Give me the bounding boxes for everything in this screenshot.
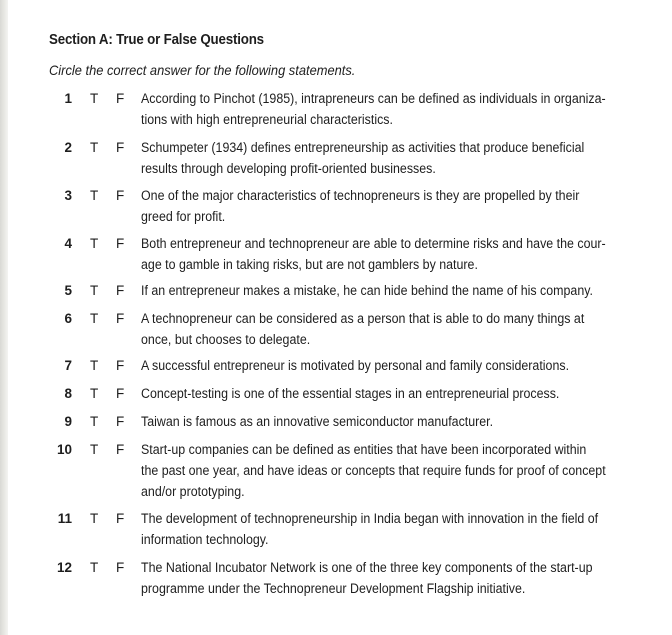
statement-line: programme under the Technopreneur Development Flagship initiative.	[141, 581, 526, 596]
answer-false-option[interactable]: F	[116, 358, 125, 373]
question-statement	[141, 88, 629, 130]
question-number: 10	[56, 442, 72, 457]
answer-true-option[interactable]: T	[90, 442, 99, 457]
question-number: 8	[64, 386, 72, 401]
answer-true-option[interactable]: T	[90, 511, 99, 526]
question-statement	[141, 508, 629, 550]
answer-false-option[interactable]: F	[116, 442, 125, 457]
question-number: 12	[56, 560, 72, 575]
statement-line: and/or prototyping.	[141, 484, 245, 499]
answer-false-option[interactable]: F	[116, 414, 125, 429]
statement-line: If an entrepreneur makes a mistake, he can hide behind the name of his company.	[141, 283, 593, 298]
answer-false-option[interactable]: F	[116, 91, 125, 106]
statement-line: the past one year, and have ideas or concepts that require funds for proof of concept	[141, 463, 606, 478]
statement-line: results through developing profit-oriented businesses.	[141, 161, 436, 176]
answer-true-option[interactable]: T	[90, 414, 99, 429]
question-statement	[141, 233, 629, 275]
answer-false-option[interactable]: F	[116, 140, 125, 155]
question-number: 5	[64, 283, 72, 298]
statement-line: Taiwan is famous as an innovative semiconductor manufacturer.	[141, 414, 494, 429]
question-number: 9	[64, 414, 72, 429]
answer-false-option[interactable]: F	[116, 283, 125, 298]
question-statement	[141, 280, 629, 301]
statement-line: A technopreneur can be considered as a person that is able to do many things at	[141, 311, 585, 326]
answer-false-option[interactable]: F	[116, 560, 125, 575]
question-number: 7	[64, 358, 72, 373]
statement-line: One of the major characteristics of technopreneurs is they are propelled by their	[141, 188, 580, 203]
question-statement	[141, 557, 629, 599]
answer-true-option[interactable]: T	[90, 188, 99, 203]
question-statement	[141, 439, 629, 502]
statement-line: greed for profit.	[141, 209, 226, 224]
statement-line: Concept-testing is one of the essential stages in an entrepreneurial process.	[141, 386, 560, 401]
question-number: 1	[64, 91, 72, 106]
answer-true-option[interactable]: T	[90, 283, 99, 298]
question-statement	[141, 308, 629, 350]
question-statement	[141, 185, 629, 227]
question-statement	[141, 355, 629, 376]
answer-true-option[interactable]: T	[90, 358, 99, 373]
statement-line: The National Incubator Network is one of the three key components of the start-up	[141, 560, 593, 575]
statement-line: According to Pinchot (1985), intrapreneurs can be defined as individuals in organiza-	[141, 91, 606, 106]
answer-true-option[interactable]: T	[90, 91, 99, 106]
question-number: 2	[64, 140, 72, 155]
answer-false-option[interactable]: F	[116, 386, 125, 401]
statement-line: The development of technopreneurship in India began with innovation in the field of	[141, 511, 599, 526]
statement-line: tions with high entrepreneurial characteristics.	[141, 112, 393, 127]
answer-false-option[interactable]: F	[116, 511, 125, 526]
statement-line: Both entrepreneur and technopreneur are able to determine risks and have the cour-	[141, 236, 606, 251]
answer-true-option[interactable]: T	[90, 311, 99, 326]
answer-true-option[interactable]: T	[90, 386, 99, 401]
instruction-text: Circle the correct answer for the following statements.	[49, 62, 356, 78]
answer-true-option[interactable]: T	[90, 560, 99, 575]
question-number: 6	[64, 311, 72, 326]
answer-true-option[interactable]: T	[90, 140, 99, 155]
statement-line: Start-up companies can be defined as entities that have been incorporated within	[141, 442, 587, 457]
answer-true-option[interactable]: T	[90, 236, 99, 251]
statement-line: age to gamble in taking risks, but are not gamblers by nature.	[141, 257, 478, 272]
section-title: Section A: True or False Questions	[49, 32, 264, 48]
question-statement	[141, 137, 629, 179]
question-statement	[141, 383, 629, 404]
question-statement	[141, 411, 629, 432]
question-number: 11	[57, 511, 72, 526]
answer-false-option[interactable]: F	[116, 188, 125, 203]
statement-line: information technology.	[141, 532, 269, 547]
statement-line: Schumpeter (1934) defines entrepreneurship as activities that produce beneficial	[141, 140, 585, 155]
answer-false-option[interactable]: F	[116, 311, 125, 326]
statement-line: A successful entrepreneur is motivated by personal and family considerations.	[141, 358, 570, 373]
answer-false-option[interactable]: F	[116, 236, 125, 251]
question-number: 3	[64, 188, 72, 203]
statement-line: once, but chooses to delegate.	[141, 332, 311, 347]
question-number: 4	[64, 236, 72, 251]
